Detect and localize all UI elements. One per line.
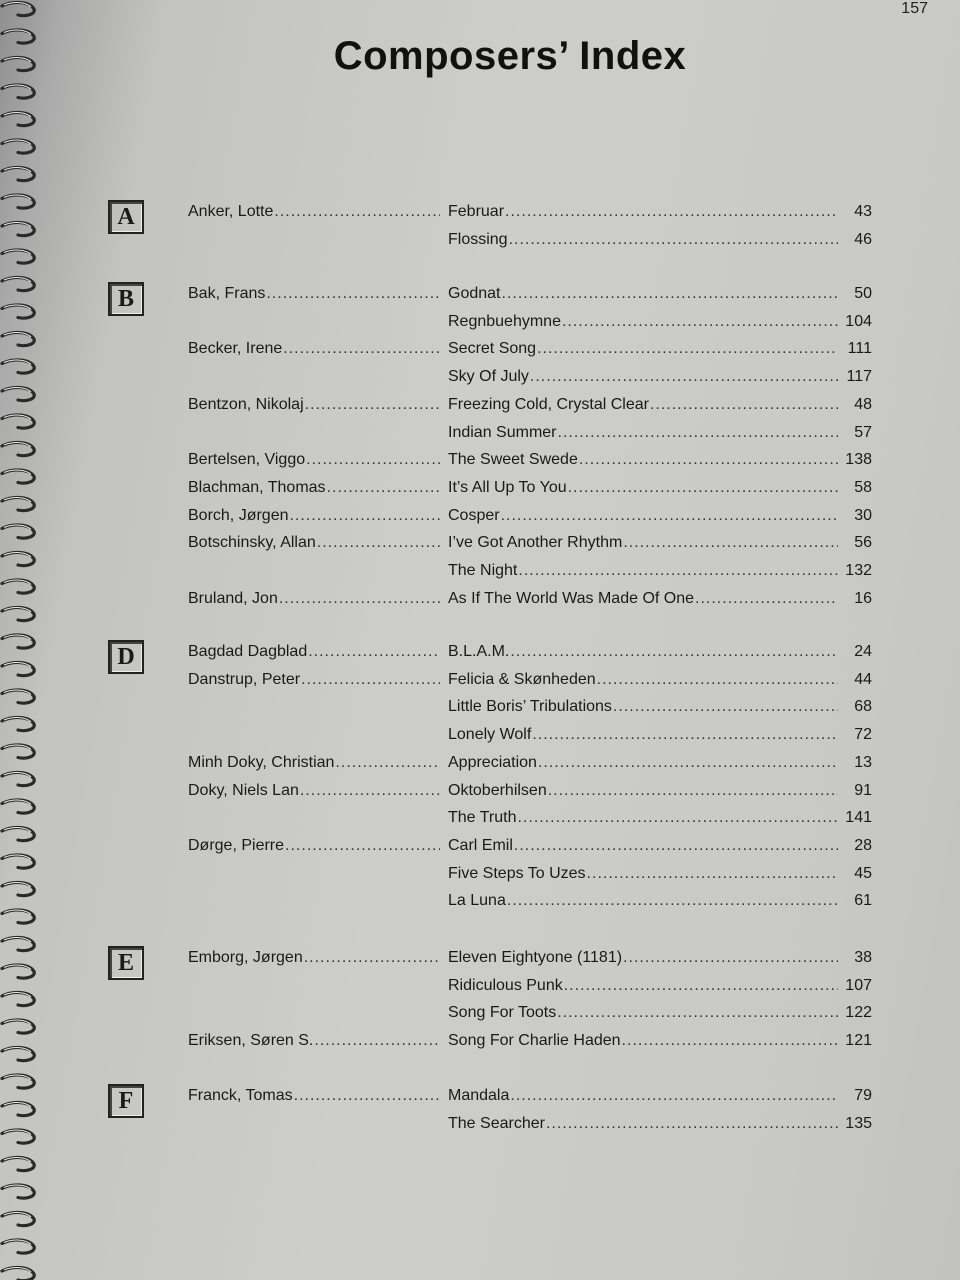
song-title-label: Song For Toots xyxy=(448,1004,557,1021)
page-ref: 61 xyxy=(854,892,872,909)
song-title xyxy=(448,751,838,775)
song-title-label: Oktoberhilsen xyxy=(448,782,547,799)
page-ref: 56 xyxy=(854,534,872,551)
song-title-label: Secret Song xyxy=(448,340,537,357)
dot-leader xyxy=(501,282,838,306)
page-ref: 38 xyxy=(854,949,872,966)
page-ref: 43 xyxy=(854,203,872,220)
index-entry xyxy=(0,1084,960,1108)
page-ref: 122 xyxy=(845,1004,872,1021)
song-title-label: Appreciation xyxy=(448,754,537,771)
index-entry xyxy=(0,751,960,775)
dot-leader xyxy=(532,723,838,747)
song-title-label: B.L.A.M. xyxy=(448,643,510,660)
dot-leader xyxy=(514,834,838,858)
song-title xyxy=(448,200,838,224)
dot-leader xyxy=(294,1084,440,1108)
dot-leader xyxy=(306,448,440,472)
dot-leader xyxy=(622,1029,838,1053)
dot-leader xyxy=(314,1029,440,1053)
dot-leader xyxy=(537,337,838,361)
song-title xyxy=(448,1029,838,1053)
index-entry xyxy=(0,1029,960,1053)
composer-name xyxy=(188,282,440,306)
composer-name xyxy=(188,200,440,224)
song-title xyxy=(448,806,838,830)
dot-leader xyxy=(509,228,838,252)
song-title xyxy=(448,421,838,445)
dot-leader xyxy=(289,504,440,528)
song-title xyxy=(448,779,838,803)
song-title xyxy=(448,228,838,252)
song-title xyxy=(448,559,838,583)
composer-label: Eriksen, Søren S. xyxy=(188,1032,314,1049)
song-title-label: Felicia & Skønheden xyxy=(448,671,596,688)
composer-name xyxy=(188,337,440,361)
song-title xyxy=(448,862,838,886)
dot-leader xyxy=(283,337,440,361)
index-entry xyxy=(0,421,960,445)
composer-label: Bentzon, Nikolaj xyxy=(188,396,304,413)
dot-leader xyxy=(530,365,838,389)
page-ref: 46 xyxy=(854,231,872,248)
index-entry xyxy=(0,365,960,389)
composer-name xyxy=(188,531,440,555)
song-title-label: The Night xyxy=(448,562,518,579)
page-ref: 50 xyxy=(854,285,872,302)
dot-leader xyxy=(695,587,838,611)
section-letter-f: F xyxy=(108,1084,144,1118)
page-ref: 72 xyxy=(854,726,872,743)
composer-label: Doky, Niels Lan xyxy=(188,782,299,799)
dot-leader xyxy=(568,476,838,500)
page-ref: 24 xyxy=(854,643,872,660)
dot-leader xyxy=(623,946,838,970)
song-title-label: The Searcher xyxy=(448,1115,545,1132)
dot-leader xyxy=(548,779,838,803)
dot-leader xyxy=(327,476,440,500)
dot-leader xyxy=(557,1001,838,1025)
song-title xyxy=(448,1001,838,1025)
index-entry xyxy=(0,200,960,224)
song-title-label: Sky Of July xyxy=(448,368,529,385)
index-entry xyxy=(0,448,960,472)
index-entry xyxy=(0,889,960,913)
song-title xyxy=(448,723,838,747)
section-letter-a: A xyxy=(108,200,144,234)
index-entry xyxy=(0,228,960,252)
index-entry xyxy=(0,806,960,830)
song-title xyxy=(448,587,838,611)
page-ref: 30 xyxy=(854,507,872,524)
song-title-label: Carl Emil xyxy=(448,837,513,854)
dot-leader xyxy=(613,695,838,719)
composer-name xyxy=(188,393,440,417)
index-entry xyxy=(0,1001,960,1025)
page-ref: 79 xyxy=(854,1087,872,1104)
index-entry xyxy=(0,1112,960,1136)
composer-label: Bak, Frans xyxy=(188,285,266,302)
dot-leader xyxy=(507,889,838,913)
page-ref: 28 xyxy=(854,837,872,854)
section-letter-b: B xyxy=(108,282,144,316)
song-title-label: As If The World Was Made Of One xyxy=(448,590,695,607)
index-entry xyxy=(0,834,960,858)
page-ref: 135 xyxy=(845,1115,872,1132)
song-title-label: The Sweet Swede xyxy=(448,451,578,468)
index-entry xyxy=(0,282,960,306)
song-title-label: Godnat xyxy=(448,285,501,302)
composer-label: Emborg, Jørgen xyxy=(188,949,303,966)
dot-leader xyxy=(285,834,440,858)
composer-name xyxy=(188,668,440,692)
dot-leader xyxy=(279,587,440,611)
dot-leader xyxy=(308,640,440,664)
composer-name xyxy=(188,640,440,664)
section-letter-e: E xyxy=(108,946,144,980)
page-ref: 141 xyxy=(845,809,872,826)
song-title xyxy=(448,282,838,306)
composer-label: Bertelsen, Viggo xyxy=(188,451,306,468)
dot-leader xyxy=(518,559,838,583)
dot-leader xyxy=(335,751,440,775)
song-title xyxy=(448,310,838,334)
song-title xyxy=(448,365,838,389)
dot-leader xyxy=(266,282,440,306)
composer-label: Minh Doky, Christian xyxy=(188,754,335,771)
song-title-label: It’s All Up To You xyxy=(448,479,567,496)
index-entry xyxy=(0,476,960,500)
song-title xyxy=(448,889,838,913)
song-title xyxy=(448,946,838,970)
page-ref: 132 xyxy=(845,562,872,579)
index-entry xyxy=(0,504,960,528)
dot-leader xyxy=(517,806,838,830)
composer-name xyxy=(188,946,440,970)
composer-label: Botschinsky, Allan xyxy=(188,534,316,551)
index-entry xyxy=(0,337,960,361)
song-title-label: Freezing Cold, Crystal Clear xyxy=(448,396,649,413)
song-title-label: Flossing xyxy=(448,231,508,248)
dot-leader xyxy=(304,946,440,970)
composer-name xyxy=(188,448,440,472)
song-title xyxy=(448,640,838,664)
index-entry xyxy=(0,668,960,692)
composer-label: Bruland, Jon xyxy=(188,590,278,607)
index-entry xyxy=(0,640,960,664)
page-ref: 91 xyxy=(854,782,872,799)
dot-leader xyxy=(562,310,838,334)
song-title-label: Cosper xyxy=(448,507,500,524)
song-title xyxy=(448,1084,838,1108)
dot-leader xyxy=(505,200,838,224)
page-ref: 45 xyxy=(854,865,872,882)
page-ref: 57 xyxy=(854,424,872,441)
page-title: Composers’ Index xyxy=(333,34,687,78)
page-ref: 107 xyxy=(845,977,872,994)
song-title xyxy=(448,668,838,692)
song-title-label: I’ve Got Another Rhythm xyxy=(448,534,623,551)
composer-label: Anker, Lotte xyxy=(188,203,274,220)
page-number: 157 xyxy=(901,0,928,17)
song-title xyxy=(448,504,838,528)
index-entry xyxy=(0,559,960,583)
composer-label: Danstrup, Peter xyxy=(188,671,301,688)
song-title-label: Five Steps To Uzes xyxy=(448,865,586,882)
song-title-label: Little Boris’ Tribulations xyxy=(448,698,612,715)
page-ref: 68 xyxy=(854,698,872,715)
dot-leader xyxy=(538,751,838,775)
index-entry xyxy=(0,587,960,611)
dot-leader xyxy=(597,668,838,692)
index-entry xyxy=(0,723,960,747)
song-title xyxy=(448,393,838,417)
dot-leader xyxy=(579,448,838,472)
page-ref: 58 xyxy=(854,479,872,496)
song-title xyxy=(448,974,838,998)
index-entry xyxy=(0,531,960,555)
composer-name xyxy=(188,834,440,858)
dot-leader xyxy=(305,393,440,417)
index-entry xyxy=(0,393,960,417)
composer-label: Franck, Tomas xyxy=(188,1087,293,1104)
page-ref: 44 xyxy=(854,671,872,688)
page-ref: 13 xyxy=(854,754,872,771)
dot-leader xyxy=(650,393,838,417)
composer-name xyxy=(188,587,440,611)
song-title xyxy=(448,531,838,555)
page-ref: 104 xyxy=(845,313,872,330)
dot-leader xyxy=(546,1112,838,1136)
song-title xyxy=(448,834,838,858)
song-title xyxy=(448,1112,838,1136)
index-entry xyxy=(0,310,960,334)
dot-leader xyxy=(274,200,440,224)
dot-leader xyxy=(301,668,440,692)
song-title-label: Ridiculous Punk xyxy=(448,977,563,994)
composer-name xyxy=(188,476,440,500)
composer-name xyxy=(188,1029,440,1053)
dot-leader xyxy=(558,421,839,445)
song-title-label: Regnbuehymne xyxy=(448,313,561,330)
dot-leader xyxy=(623,531,838,555)
dot-leader xyxy=(501,504,838,528)
index-entry xyxy=(0,946,960,970)
index-entry xyxy=(0,695,960,719)
index-entry xyxy=(0,974,960,998)
dot-leader xyxy=(510,1084,838,1108)
page-ref: 138 xyxy=(845,451,872,468)
composer-label: Becker, Irene xyxy=(188,340,283,357)
song-title xyxy=(448,337,838,361)
song-title xyxy=(448,448,838,472)
page-ref: 48 xyxy=(854,396,872,413)
page-ref: 111 xyxy=(847,340,872,357)
composer-label: Dørge, Pierre xyxy=(188,837,285,854)
composer-name xyxy=(188,751,440,775)
section-letter-d: D xyxy=(108,640,144,674)
composer-label: Blachman, Thomas xyxy=(188,479,326,496)
composer-name xyxy=(188,1084,440,1108)
dot-leader xyxy=(317,531,440,555)
song-title-label: Eleven Eightyone (1181) xyxy=(448,949,623,966)
dot-leader xyxy=(300,779,440,803)
composer-name xyxy=(188,779,440,803)
composer-label: Bagdad Dagblad xyxy=(188,643,308,660)
index-entry xyxy=(0,862,960,886)
song-title xyxy=(448,476,838,500)
song-title-label: Mandala xyxy=(448,1087,510,1104)
dot-leader xyxy=(564,974,838,998)
song-title-label: The Truth xyxy=(448,809,517,826)
song-title-label: Lonely Wolf xyxy=(448,726,532,743)
composer-name xyxy=(188,504,440,528)
dot-leader xyxy=(587,862,838,886)
dot-leader xyxy=(510,640,838,664)
song-title-label: Februar xyxy=(448,203,505,220)
page-ref: 16 xyxy=(854,590,872,607)
composer-label: Borch, Jørgen xyxy=(188,507,289,524)
song-title-label: La Luna xyxy=(448,892,506,909)
page-ref: 121 xyxy=(845,1032,872,1049)
song-title xyxy=(448,695,838,719)
index-entry xyxy=(0,779,960,803)
song-title-label: Indian Summer xyxy=(448,424,557,441)
page-ref: 117 xyxy=(846,368,872,385)
song-title-label: Song For Charlie Haden xyxy=(448,1032,621,1049)
